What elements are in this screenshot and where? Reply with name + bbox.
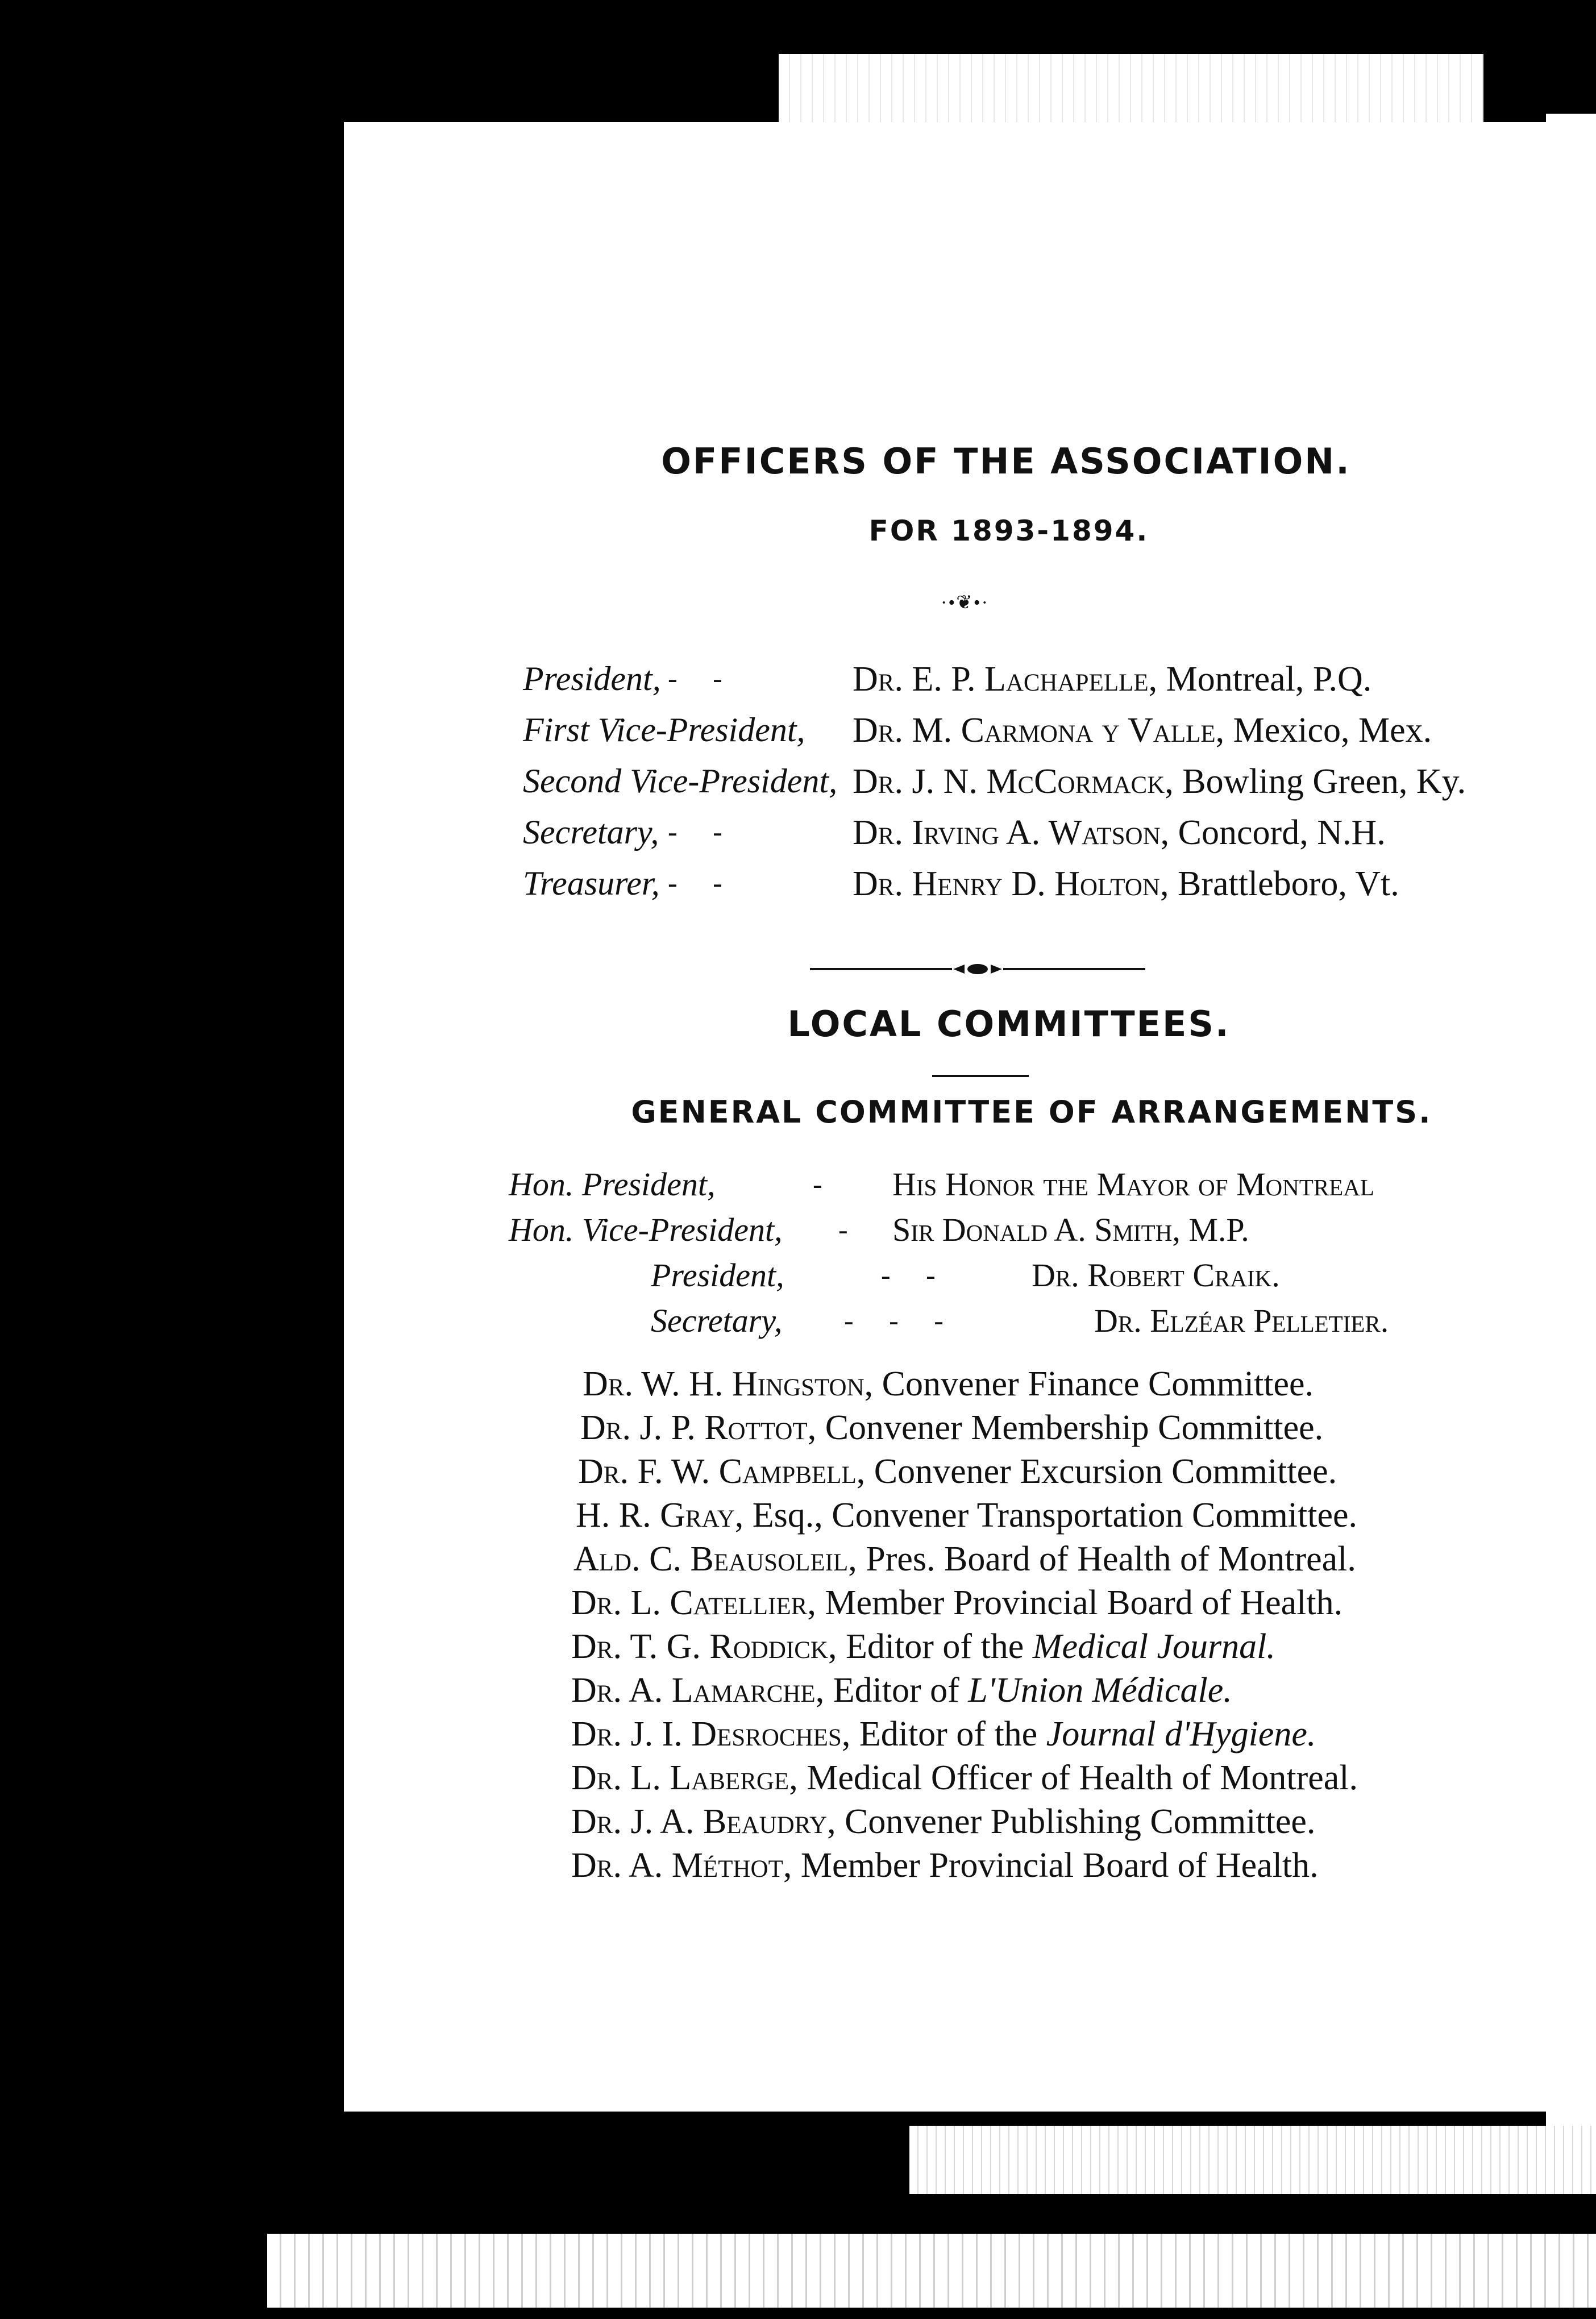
officer-prefix: Dr.: [853, 865, 903, 903]
officer-dashes: - -: [668, 867, 722, 899]
general-committee-heading: GENERAL COMMITTEE OF ARRANGEMENTS.: [631, 1094, 1432, 1130]
year-heading: FOR 1893-1894.: [868, 514, 1149, 547]
member-role: , Medical Officer of Health of Montreal.: [789, 1759, 1358, 1797]
member-name: Ald. C. Beausoleil: [573, 1540, 849, 1578]
member-name: Dr. L. Catellier: [571, 1584, 808, 1622]
officer-dashes: - -: [668, 816, 722, 847]
committee-name: His Honor the Mayor of Montreal: [892, 1166, 1374, 1203]
member-entry: [571, 1583, 1343, 1623]
member-entry: [571, 1670, 1232, 1711]
member-role: , Member Provincial Board of Health.: [807, 1584, 1343, 1622]
officer-title: Second Vice-President,: [523, 762, 838, 800]
officer-name: J. N. McCormack: [912, 762, 1165, 801]
member-entry: [583, 1364, 1314, 1404]
committee-dashes: - - -: [844, 1304, 944, 1336]
officer-prefix: Dr.: [853, 711, 903, 750]
member-name: Dr. J. I. Desroches: [571, 1715, 842, 1753]
member-entry: [580, 1408, 1323, 1448]
member-publication: L'Union Médicale.: [968, 1671, 1232, 1710]
member-entry: [571, 1714, 1316, 1755]
member-role: , Pres. Board of Health of Montreal.: [848, 1540, 1356, 1578]
local-committees-heading: LOCAL COMMITTEES.: [787, 1003, 1231, 1045]
officer-name: Henry D. Holton: [912, 865, 1160, 903]
member-entry: [571, 1758, 1358, 1798]
member-name: Dr. A. Méthot: [571, 1846, 783, 1885]
committee-title: Hon. Vice-President,: [509, 1211, 783, 1248]
officer-entry: [853, 813, 1386, 853]
officer-name: M. Carmona y Valle: [912, 711, 1216, 750]
member-role: , Convener Publishing Committee.: [827, 1802, 1316, 1841]
officer-place: , Bowling Green, Ky.: [1165, 762, 1466, 801]
committee-dashes: -: [813, 1168, 822, 1200]
member-role: , Convener Finance Committee.: [864, 1365, 1314, 1403]
background-page-edge-bottom: [909, 2126, 1596, 2194]
committee-dashes: -: [838, 1213, 848, 1245]
member-name: Dr. A. Lamarche: [571, 1671, 816, 1710]
officer-prefix: Dr.: [853, 813, 903, 852]
officer-entry: [853, 864, 1399, 904]
document-page: [344, 122, 1566, 2112]
committee-title: Secretary,: [651, 1302, 783, 1339]
officer-place: , Concord, N.H.: [1160, 813, 1386, 852]
member-name: H. R. Gray: [576, 1496, 735, 1535]
member-name: Dr. J. P. Rottot: [580, 1408, 808, 1447]
ornament-divider: ·•❦•·: [941, 592, 989, 613]
member-name: Dr. J. A. Beaudry: [571, 1802, 828, 1841]
member-name: Dr. F. W. Campbell: [578, 1452, 857, 1491]
committee-title: President,: [651, 1257, 784, 1294]
officer-entry: [853, 659, 1371, 700]
member-role: , Editor of: [815, 1671, 969, 1710]
officer-title: President,: [523, 660, 661, 697]
member-role: , Convener Membership Committee.: [807, 1408, 1324, 1447]
member-entry: [576, 1495, 1357, 1536]
officer-entry: [853, 762, 1466, 802]
officer-prefix: Dr.: [853, 660, 903, 699]
officer-title: Treasurer,: [523, 865, 660, 902]
officer-title: Secretary,: [523, 813, 659, 851]
background-page-edge-lower: [267, 2234, 1596, 2308]
committee-title: Hon. President,: [509, 1166, 716, 1203]
member-name: Dr. W. H. Hingston: [583, 1365, 864, 1403]
officer-name: Irving A. Watson: [912, 813, 1161, 852]
committee-name: Sir Donald A. Smith, M.P.: [892, 1211, 1249, 1248]
member-publication: Journal d'Hygiene.: [1046, 1715, 1316, 1753]
member-role: , Member Provincial Board of Health.: [783, 1846, 1319, 1885]
member-entry: [571, 1627, 1275, 1667]
short-rule: [932, 1075, 1029, 1077]
officers-heading: OFFICERS OF THE ASSOCIATION.: [661, 440, 1351, 482]
member-name: Dr. L. Laberge: [571, 1759, 789, 1797]
member-publication: Medical Journal.: [1032, 1627, 1275, 1666]
member-role: , Convener Excursion Committee.: [856, 1452, 1337, 1491]
officer-place: , Brattleboro, Vt.: [1159, 865, 1399, 903]
member-entry: [573, 1539, 1356, 1580]
committee-dashes: - -: [881, 1259, 936, 1291]
member-entry: [571, 1846, 1319, 1886]
member-name: Dr. T. G. Roddick: [571, 1627, 828, 1666]
member-role: , Esq., Convener Transportation Committee.: [734, 1496, 1358, 1535]
officer-prefix: Dr.: [853, 762, 903, 801]
member-entry: [578, 1452, 1337, 1492]
member-role: , Editor of the: [841, 1715, 1046, 1753]
rule-divider: [810, 958, 1145, 980]
officer-place: , Montreal, P.Q.: [1148, 660, 1372, 699]
officer-entry: [853, 710, 1432, 751]
committee-name: Dr. Elzéar Pelletier.: [1094, 1302, 1389, 1339]
member-role: , Editor of the: [828, 1627, 1033, 1666]
member-entry: [571, 1802, 1315, 1842]
committee-name: Dr. Robert Craik.: [1032, 1257, 1280, 1294]
officer-dashes: - -: [668, 662, 722, 694]
officer-place: , Mexico, Mex.: [1215, 711, 1432, 750]
officer-name: E. P. Lachapelle: [912, 660, 1149, 699]
officer-title: First Vice-President,: [523, 711, 805, 749]
